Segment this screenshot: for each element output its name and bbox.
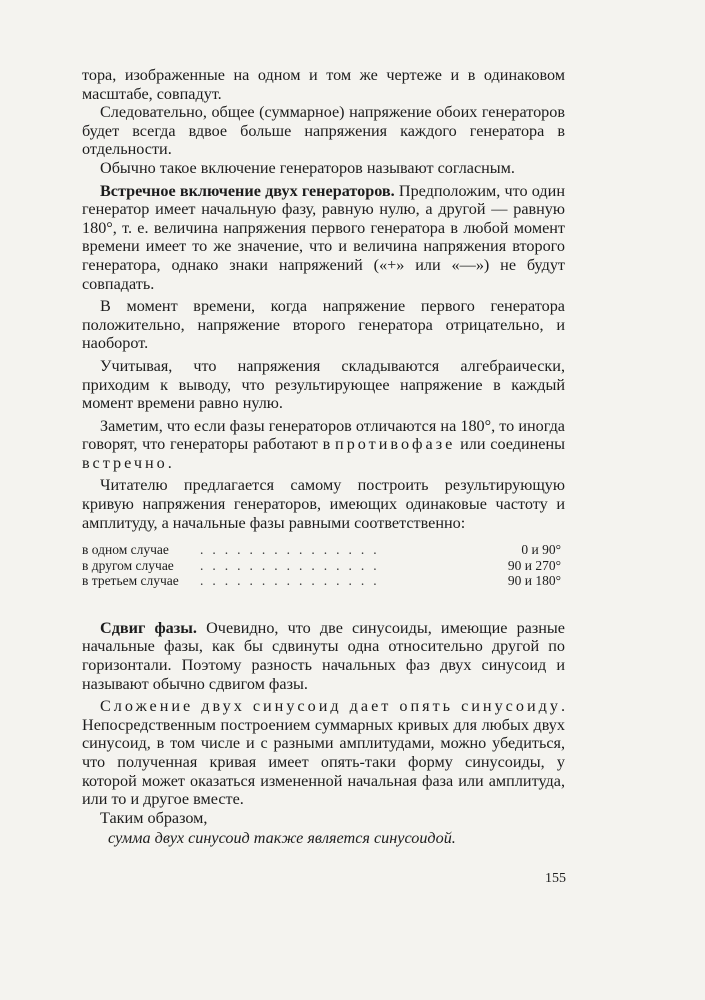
- paragraph-total-voltage: Следовательно, общее (суммарное) напряжение обоих генераторов будет всегда вдвое больше напряжения каждого генератора в отдельности.: [82, 103, 565, 159]
- paragraph-algebraic-sum: Учитывая, что напряжения складываются алгебраически, приходим к выводу, что результирующее напряжение в каждый момент времени равно нулю.: [82, 356, 565, 413]
- table-row-label: в другом случае: [82, 557, 174, 573]
- table-row-leader: ...............: [200, 557, 386, 573]
- section-heading-counter-connection: Встречное включение двух генераторов.: [100, 181, 395, 200]
- paragraph-consonant: Обычно такое включение генераторов называют согласным.: [100, 158, 515, 177]
- section-heading-phase-shift: Сдвиг фазы.: [100, 618, 197, 637]
- table-row-value: 0 и 90°: [521, 542, 561, 558]
- phase-table: [82, 542, 565, 589]
- table-row-value: 90 и 180°: [507, 573, 561, 589]
- table-row: [82, 542, 565, 558]
- paragraph-positive-negative: В момент времени, когда напряжение первого генератора положительно, напряжение второго генератора отрицательно, и наоборот.: [82, 297, 565, 353]
- paragraph-text: или соединены: [455, 435, 565, 454]
- table-row-label: в третьем случае: [82, 573, 179, 589]
- spaced-term-sine-addition: Сложение двух синусоид дает опять синусоиду: [100, 697, 561, 716]
- emphasized-conclusion: сумма двух синусоид также является синусоидой.: [108, 829, 456, 848]
- paragraph-reader-exercise: Читателю предлагается самому построить результирующую кривую напряжения генераторов, имеющих одинаковые частоту и амплитуду, а начальные фазы равными соответственно:: [82, 476, 565, 532]
- table-row-value: 90 и 270°: [507, 557, 561, 573]
- paragraph-text: .: [167, 453, 172, 472]
- table-row-leader: ...............: [200, 573, 386, 589]
- table-row: [82, 558, 565, 574]
- paragraph-text: Заметим, что если фазы генераторов отличаются на 180°, то иногда говорят, что генераторы работают в: [82, 416, 565, 454]
- page-number: 155: [545, 871, 566, 886]
- table-row-label: в одном случае: [82, 542, 169, 558]
- paragraph-text: Предположим, что один генератор имеет начальную фазу, равную нулю, а другой — равную 180°, т. е. величина напряжения первого генератора в любой момент времени имеет то же значение, что и величина напряжения второго генератора, однако знаки напряжений («+» или «—») не будут совпадать.: [82, 181, 565, 293]
- paragraph-phase-shift: [82, 619, 565, 693]
- paragraph-text: Очевидно, что две синусоиды, имеющие разные начальные фазы, как бы сдвинуты одна относительно другой по горизонтали. Поэтому разность начальных фаз двух синусоид и называют обычно сдвигом фазы.: [82, 618, 565, 693]
- paragraph-continuation: тора, изображенные на одном и том же чертеже и в одинаковом масштабе, совпадут.: [82, 66, 565, 103]
- table-row: [82, 573, 565, 589]
- spaced-term-antiphase: противофазе: [335, 435, 456, 454]
- paragraph-sine-addition: [82, 697, 565, 809]
- paragraph-thus: Таким образом,: [100, 808, 208, 827]
- table-row-leader: ...............: [200, 542, 386, 558]
- paragraph-text: . Непосредственным построением суммарных кривых для любых двух синусоид, в том числе и с разными амплитудами, можно убедиться, что полученная кривая имеет опять-таки форму синусоиды, у которой может оказаться измененной начальная фаза или амплитуда, или то и другое вместе.: [82, 697, 565, 809]
- spaced-term-counter: встречно: [82, 453, 168, 472]
- paragraph-antiphase: [82, 417, 565, 473]
- paragraph-counter-connection: [82, 182, 565, 294]
